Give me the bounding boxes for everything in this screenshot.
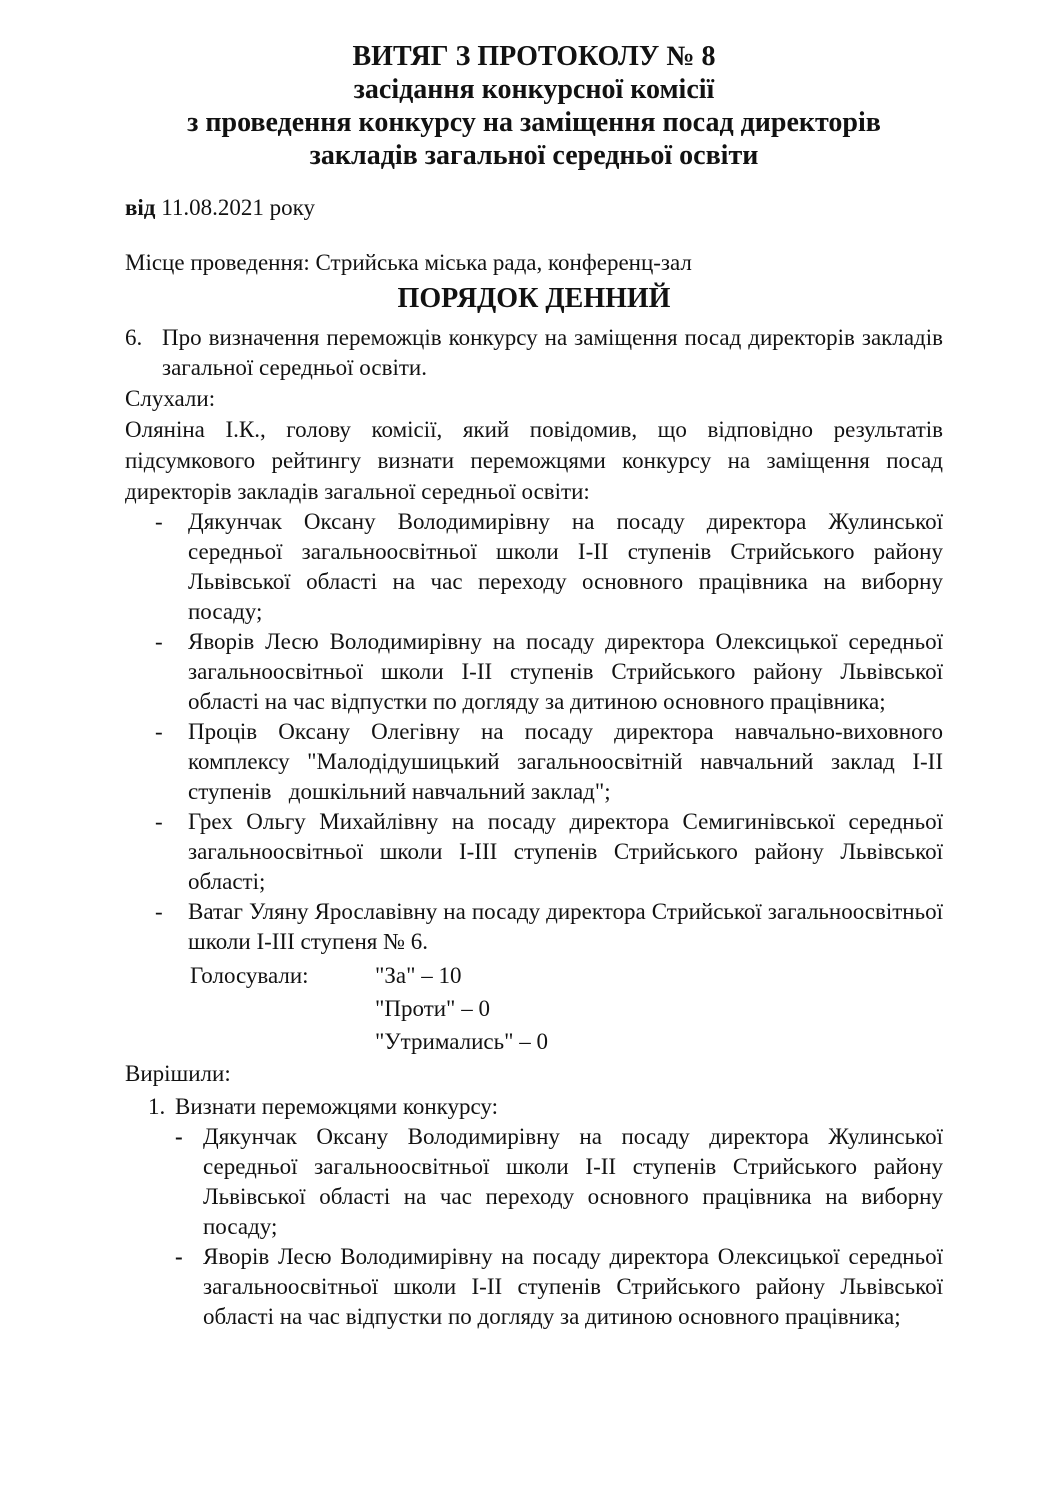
agenda-item-text: Про визначення переможців конкурсу на заміщення посад директорів закладів загальної середньої освіти.	[162, 325, 943, 380]
vote-row-for: "За" – 10	[375, 963, 462, 988]
decided-label: Вирішили:	[125, 1061, 231, 1086]
title-line-2: засідання конкурсної комісії	[353, 74, 715, 105]
list-item: - Грех Ольгу Михайлівну на посаду директора Семигинівської середньої загальноосвітньої школи І-ІІІ ступенів Стрийського району Львівської області;	[125, 807, 943, 897]
voting-results	[375, 959, 943, 1058]
vote-row-against: "Проти" – 0	[375, 996, 490, 1021]
heard-paragraph: Оляніна І.К., голову комісії, який повідомив, що відповідно результатів підсумкового рейтингу визнати переможцями конкурсу на заміщення посад директорів закладів загальної середньої освіти:	[125, 417, 943, 504]
list-item: - Дякунчак Оксану Володимирівну на посаду директора Жулинської середньої загальноосвітньої школи І-ІІ ступенів Стрийського району Львівської області на час переходу основного працівника на виборну посаду;	[125, 507, 943, 627]
decided-item-text: Визнати переможцями конкурсу:	[175, 1094, 499, 1119]
agenda-item-number: 6.	[125, 325, 143, 350]
title-line-4: закладів загальної середньої освіти	[309, 140, 759, 171]
date-line	[125, 192, 943, 223]
decided-list	[125, 1122, 943, 1332]
location-line: Місце проведення: Стрийська міська рада, конференц-зал	[125, 250, 692, 275]
list-item: - Дякунчак Оксану Володимирівну на посаду директора Жулинської середньої загальноосвітньої школи І-ІІ ступенів Стрийського району Львівської області на час переходу основного працівника на виборну посаду;	[125, 1122, 943, 1242]
list-item: - Яворів Лесю Володимирівну на посаду директора Олексицької середньої загальноосвітньої школи І-ІІ ступенів Стрийського району Львівської області на час відпустки по догляду за дитиною основного працівника;	[125, 627, 943, 717]
winners-list	[125, 507, 943, 957]
vote-row-abstained: "Утримались" – 0	[375, 1029, 548, 1054]
title-line-1: ВИТЯГ З ПРОТОКОЛУ № 8	[352, 41, 716, 72]
voting-label: Голосували:	[190, 963, 309, 988]
list-item: - Проців Оксану Олегівну на посаду директора навчально-виховного комплексу "Малодідушицький загальноосвітній навчальний заклад І-ІІ ступенів дошкільний навчальний заклад";	[125, 717, 943, 807]
decided-item	[125, 1091, 943, 1122]
list-item: - Яворів Лесю Володимирівну на посаду директора Олексицької середньої загальноосвітньої школи І-ІІ ступенів Стрийського району Львівської області на час відпустки по догляду за дитиною основного працівника;	[125, 1242, 943, 1332]
agenda-item	[125, 323, 943, 383]
voting-block	[125, 959, 943, 1058]
agenda-heading: ПОРЯДОК ДЕННИЙ	[397, 283, 671, 314]
date-value: 11.08.2021 року	[161, 195, 315, 220]
title-line-3: з проведення конкурсу на заміщення посад директорів	[187, 107, 881, 138]
list-item: - Ватаг Уляну Ярославівну на посаду директора Стрийської загальноосвітньої школи І-ІІІ ступеня № 6.	[125, 897, 943, 957]
document-title	[125, 40, 943, 172]
date-label: від	[125, 195, 156, 220]
heard-label: Слухали:	[125, 386, 216, 411]
decided-item-number: 1.	[148, 1094, 166, 1119]
